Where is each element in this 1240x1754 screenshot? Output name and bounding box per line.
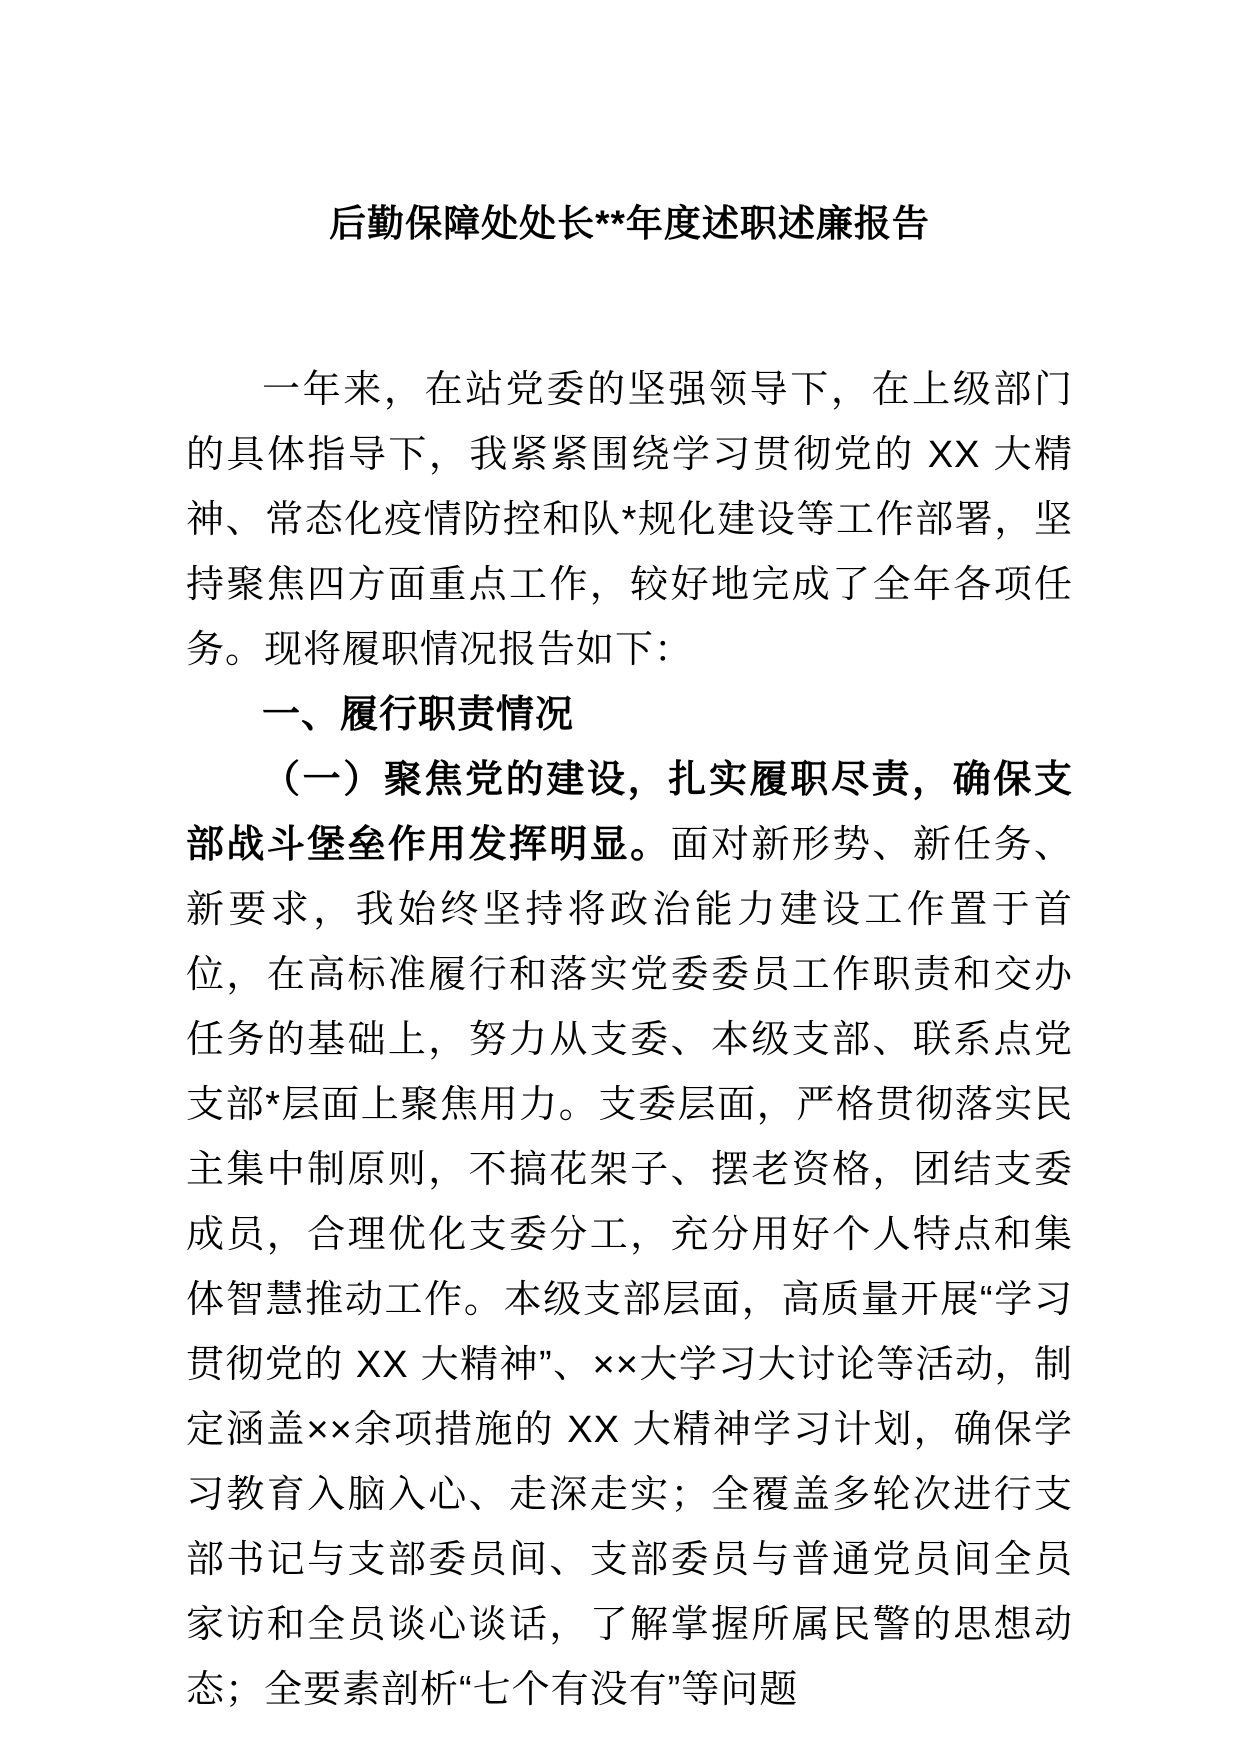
paragraph-intro: 一年来，在站党委的坚强领导下，在上级部门的具体指导下，我紧紧围绕学习贯彻党的 XX 大精神、常态化疫情防控和队*规化建设等工作部署，坚持聚焦四方面重点工作，较好地完成了全年各项任务。现将履职情况报告如下： (186, 369, 1073, 671)
document-body (186, 358, 1073, 1723)
paragraph-lead-bold: （一）聚焦党的建设，扎实履职尽责，确保支部战斗堡垒作用发挥明显。 (186, 759, 1073, 866)
section-heading: 一、履行职责情况 (262, 694, 575, 736)
paragraph-body-text: 面对新形势、新任务、新要求，我始终坚持将政治能力建设工作置于首位，在高标准履行和落实党委委员工作职责和交办任务的基础上，努力从支委、本级支部、联系点党支部*层面上聚焦用力。支委层面，严格贯彻落实民主集中制原则，不搞花架子、摆老资格，团结支委成员，合理优化支委分工，充分用好个人特点和集体智慧推动工作。本级支部层面，高质量开展“学习贯彻党的 XX 大精神”、××大学习大讨论等活动，制定涵盖××余项措施的 XX 大精神学习计划，确保学习教育入脑入心、走深走实；全覆盖多轮次进行支部书记与支部委员间、支部委员与普通党员间全员家访和全员谈心谈话，了解掌握所属民警的思想动态；全要素剖析“七个有没有”等问题 (186, 824, 1073, 1711)
paragraph-section-one (186, 748, 1073, 1723)
document-title: 后勤保障处处长**年度述职述廉报告 (329, 203, 930, 244)
